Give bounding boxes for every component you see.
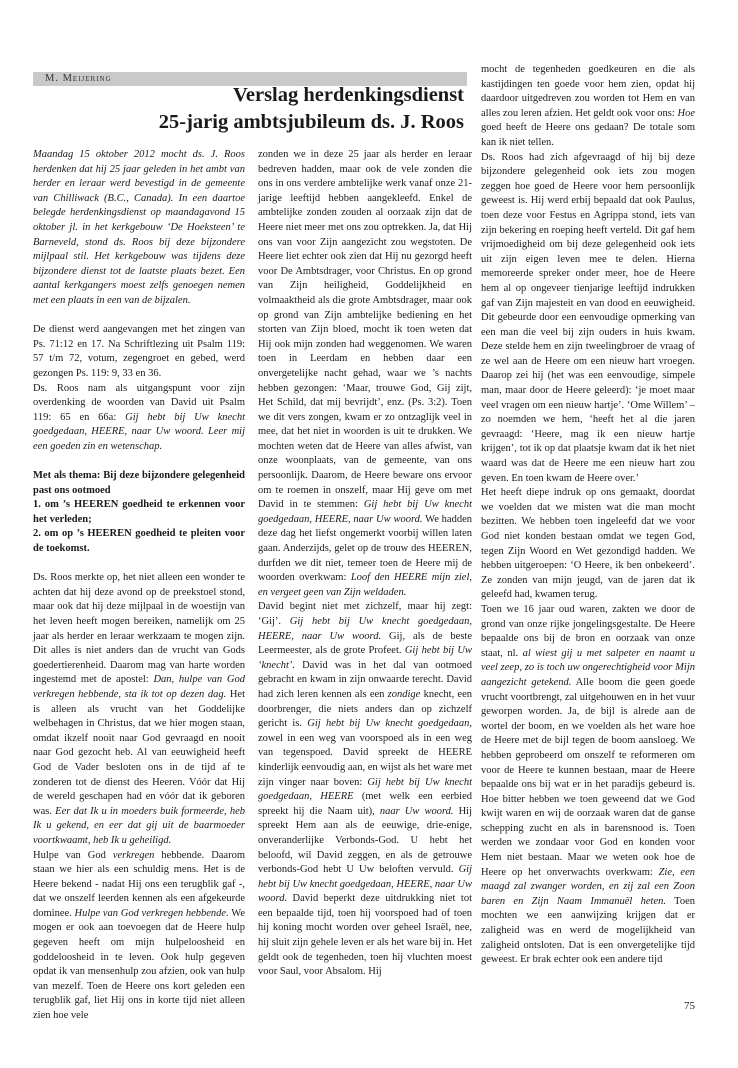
paragraph [258,148,472,600]
text: De dienst werd aangevangen met het zingen van Ps. 71:12 en 17. Na Schriftlezing uit Psalm 119: 57 t/m 72, votum, zegengroet en gebed, werd gezongen Ps. 119: 9, 33 en 36. [33,324,245,379]
article-title [60,82,464,136]
paragraph [258,600,472,979]
text: zonden we in deze 25 jaar als herder en leraar bedreven hadden, maar ook de vele zonden die ons in ons verdere ambtelijke werk vanaf onze 21-jarige leeftijd hebben aangekleefd. Enkel de ambtelijke zonden zouden al oorzaak zijn dat de Heere niet meer met ons zou optrekken. Ja, dat Hij ons van voor Zijn aangezicht zou wegstoten. De Heere liet echter ook zien dat Hij nu gezorgd heeft voor De Ambtsdrager, voor Christus. En op grond van Zijn heiligheid, Goddelijkheid en volmaaktheid als die grote Ambtsdrager, maar ook op grond van Zijn ambtelijke bediening en het storten van Zijn bloed, mocht ik toen weten dat Hij ook mijn zonden had weggenomen. We waren toen in Leerdam en hebben daar een onvergetelijke nacht gehad, waar we ’s nachts hebben gezongen: ‘Maar, trouwe God, Gij zijt, Het Schild, dat mij bevrijdt’, enz. (Ps. 3:2). Toen we dit vers zongen, kwam er zo ontzaglijk veel in mee, dat het niet in woorden is uit te drukken. We mochten weten dat de Heere van alles afwist, van onze woonplaats, van de gemeente, van ons persoonlijk. Daarom, de Heere beware ons ervoor om te roemen in onszelf, maar Hij geve om met David in te stemmen: [258,149,472,511]
text: knecht, een doorbrenger, die niets anders dan op zichzelf gericht is. [258,688,473,730]
text: David was in het dal van ootmoed gebracht en kwam in zijn onwaarde terecht. David had zich leren kennen als een [258,659,473,700]
text: Hij spreekt Hem aan als de eeuwige, drie-enige, onveranderlijke Verbonds-God. U hebt het beloofd, wil David zeggen, en als de getrouwe verbonds-God hebt U Uw beloften vervuld. [258,805,473,876]
text: Hulpe van God [33,849,106,861]
text: hebbende. Daarom staan we hier als een schuldig mens. Het is de Heere bekend - nadat Hij ons een terugblik gaf -, dat we onszelf leerden kennen als een afgekeurde dominee. [33,849,246,919]
emphasis: Hoe [677,107,695,119]
scripture-quote: Gij hebt bij Uw knecht goedgedaan, HEERE, naar Uw woord. Leer mij een goeden zin en wetenschap. [33,411,246,452]
emphasis: verkregen [112,849,155,861]
text: Ds. Roos merkte op, het niet alleen een wonder te achten dat hij deze avond op de preekstoel stond, maar ook dat hij deze mijlpaal in de woestijn van het leven heeft mogen bereiken, namelijk om 25 jaar als herder en leraar werkzaam te mogen zijn. Dit alles is niet anders dan de vrucht van Gods goedertierenheid. Daarom mag van harte worden ingestemd met de apostel: [33,572,245,686]
text: Gij, als de beste Leermeester, als de grote Profeet. [258,630,472,657]
paragraph [481,63,695,151]
text: Alle boom die geen goede vrucht voortbrengt, zal uitgehouwen en in het vuur geworpen worden. Ja, de bijl is alrede aan de wortel der boom, en we voelden als het ware hoe de Heere met de bijl tegen de boom aansloeg. We hebben geprobeerd om onszelf te reformeren om voor de Heere te kunnen bestaan, maar de Heere bepaalde ons bij wat er in het paradijs gebeurd is. Hoe bitter hebben we toen geweend dat we God kwijt waren en wij de oorzaak waren dat de ganse schepping zucht en als in barensnood is. Toen werden we zondaar voor God en konden voor Hem niet bestaan. Maar we weten ook hoe de Heere op het onverwachts overkwam: [481,676,696,878]
title-line-1: Verslag herdenkingsdienst [232,84,464,106]
text: zowel in een weg van voorspoed als in een weg van tegenspoed. David spreekt de HEERE kinderlijk eenvoudig aan, en wijst als het ware met zijn vinger naar boven: [258,732,472,788]
scripture-quote: Hulpe van God verkregen hebbende. [74,907,229,919]
text: Ds. Roos nam als uitgangspunt voor zijn overdenking de woorden van David uit Psalm 119: 65 en 66a: [33,382,245,423]
paragraph [481,603,695,968]
theme-point-2: 2. om op ’s HEEREN goedheid te pleiten voor de toekomst. [33,528,245,555]
intro-paragraph: Maandag 15 oktober 2012 mocht ds. J. Roos herdenken dat hij 25 jaar geleden in het ambt van herder en leraar werd bevestigd in de gemeente van Chilliwack (B.C., Canada). In een daartoe belegde herdenkingsdienst op maandagavond 15 oktober jl. in het kerkgebouw ‘De Hoeksteen’ te Barneveld, stond ds. Roos bij deze bijzondere mijlpaal stil. Het kerkgebouw was tijdens deze bijzondere dienst tot de laatste plaats bezet. Een aantal kerkgangers moest zelfs genoegen nemen met een plaats in een van de bijzalen. [33,149,245,306]
column-3 [481,63,695,968]
scripture-quote: Dan, hulpe van God verkregen hebbende, sta ik tot op dezen dag. [33,674,245,700]
scripture-quote: Gij hebt bij Uw knecht goedgedaan, HEERE, naar Uw woord. [258,499,473,525]
page-number: 75 [684,1000,695,1012]
text: Toen we 16 jaar oud waren, zakten we door de grond van onze rijke jongelingsgestalte. De Heere bepaalde ons bij de bron en oorzaak van onze staat, nl. [481,603,695,659]
text: We mogen er ook aan toevoegen dat de Heere hulp gegeven heeft om mijn hulpeloosheid en goddeloosheid in te leven. Ook hulp gegeven opdat ik van mensenhulp zou afzien, ook van hulp van mezelf. Toen de Heere ons kort geleden een terugblik gaf, liet Hij ons in korte tijd niet alleen zien hoe vele [33,907,245,1022]
paragraph [33,323,245,381]
text: goed heeft de Heere ons gedaan? De totale som kan ik niet tellen. [481,122,695,148]
scripture-quote: Gij hebt bij Uw ‘knecht’. [258,645,472,671]
column-1 [33,148,245,1024]
scripture-quote: naar Uw woord. [379,805,454,817]
text: We hadden deze dag het liefst ongemerkt voorbij willen laten gaan. Anderzijds, gelet op de trouw des HEEREN, durfden we dit niet, temeer toen de Heere mij de woorden overkwam: [258,513,472,584]
paragraph [33,571,245,848]
scripture-quote: Gij hebt bij Uw knecht goedgedaan, HEERE [258,776,472,803]
text: Toen mochten we een aanwijzing krijgen dat er zaligheid was en werd de mogelijkheid van zaligheid ontsloten. Dat is een onvergetelijke tijd geweest. Er brak echter ook een andere tijd [481,895,695,966]
theme-point-1: 1. om ’s HEEREN goedheid te erkennen voor het verleden; [33,499,245,525]
text: Het is alleen als vrucht van het Goddelijke welbehagen in Christus, dat we hier mogen staan, omdat ikzelf nooit naar God gevraagd en nooit naar God gezocht heb. Al van eeuwigheid heeft God de Vader besloten ons in de tijd af te zonderen tot de dienst des Heeren. Vóór dat Hij de wereld geschapen had en vóór dat ik geboren was. [33,688,246,817]
scripture-quote: Zie, een maagd zal zwanger worden, en zij zal een Zoon baren en Zijn Naam Immanuël heten. [481,866,695,907]
scripture-quote: Eer dat Ik u in moeders buik formeerde, heb Ik u gekend, en eer dat gij uit de baarmoeder voortkwaamt, heb Ik u geheiligd. [33,805,245,846]
scripture-quote: Loof den HEERE mijn ziel, en vergeet geen van Zijn weldaden. [258,572,472,598]
scripture-quote: al wiest gij u met salpeter en naamt u veel zeep, zo is toch uw ongerechtigheid voor Mijn aangezicht getekend. [481,647,695,688]
theme: Met als thema: Bij deze bijzondere gelegenheid past ons ootmoed [33,470,245,496]
title-line-2: 25-jarig ambtsjubileum ds. J. Roos [158,111,464,133]
scripture-quote: Gij hebt bij Uw knecht goedgedaan, [307,718,473,730]
text: (met welk een eerbied spreekt hij die Naam uit), [258,791,473,817]
text: David beperkt deze uitdrukking niet tot een bepaalde tijd, toen hij voorspoed had of toen hij koning mocht worden over geheel Israël, nee, hij sluit zijn gehele leven er als het ware bij in. Het geldt ook de tegenheden, toen hij vluchten moest voor Saul, voor Absalom. Hij [258,893,473,978]
text: David begint niet met zichzelf, maar hij zegt: ‘Gij’. [258,601,472,627]
emphasis: zondige [387,688,421,700]
column-2 [258,148,472,980]
paragraph: Ds. Roos had zich afgevraagd of hij bij deze bijzondere gelegenheid ook iets zou mogen zeggen hoe goed de Heere voor hem persoonlijk geweest is. Hij werd erbij bepaald dat ook Paulus, toen deze voor Festus en Agrippa stond, iets van zijn bekering en roeping heeft verteld. Dit gaf hem vrijmoedigheid om bij deze gelegenheid ook iets uit zijn eigen leven mee te delen. Hierna memoreerde spreker onder meer, hoe de Heere hem al op ongeveer tienjarige leeftijd indrukken gaf van Zijn majesteit en van dood en eeuwigheid. Dit gebeurde door een eenvoudige opmerking van een man die veel bij zijn ouders in huis kwam. Deze stelde hem en zijn tweelingbroer de vraag of ze wel aan de Heere om een nieuw hart vroegen. Daarop zei hij (het was een eenvoudige, simpele man, maar door de Heere geleerd): ‘je moet maar veel vragen om een nieuw hartje’. ‘Ome Willem’ – zo noemden we hem, ‘heeft het al die jaren gevraagd: ‘Heere, mag ik een nieuw hartje krijgen’, tot ik op dat plaatsje kwam dat ik het niet waard was dat de Heere me een nieuw hart zou geven. En toen kwam de Heere over.’ [481,151,695,484]
author-name: M. Meijering [45,73,112,84]
scripture-quote: Gij hebt bij Uw knecht goedgedaan, HEERE, naar Uw woord. [258,616,473,642]
paragraph: Het heeft diepe indruk op ons gemaakt, doordat we voelden dat we misten wat die man mocht bezitten. We hebben toen ingeleefd dat we voor God niet konden bestaan omdat we tegen God, tegen Zijn Woord en Wet gezondigd hadden. We hebben uitgeroepen: ‘O Heere, ik ben onbekeerd’. Ze zonden van mijn jeugd, van de jaren dat ik geleefd had, kwamen terug. [481,487,695,601]
scripture-quote: Gij hebt bij Uw knecht goedgedaan, HEERE, naar Uw woord. [258,864,473,905]
text: mocht de tegenheden goedkeuren en die als kastijdingen ten goede voor hem zien, opdat hij daardoor uitgedreven zou worden tot Hem en van alles zou leren afzien. Het geldt ook voor ons: [481,64,695,119]
paragraph [33,382,245,455]
paragraph [33,849,245,1024]
